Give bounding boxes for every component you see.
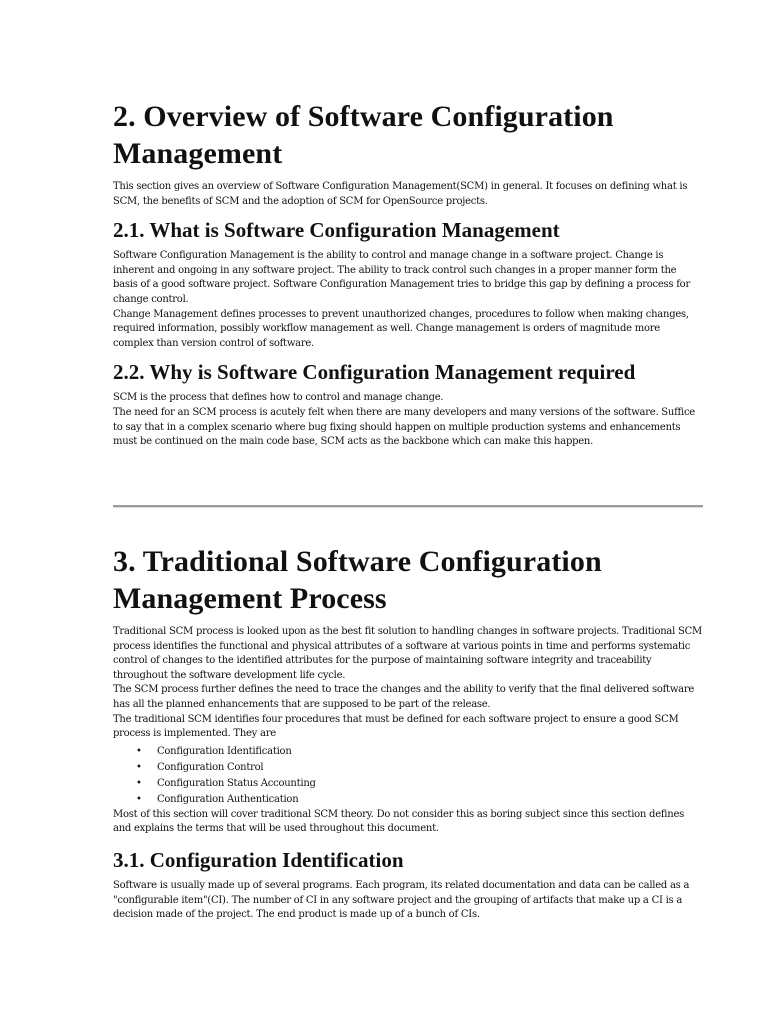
section-3-1-para-1: Software is usually made up of several programs. Each program, its related documentation and data can be called as a "configurable item"(CI). The number of CI in any software project and the grouping of artifacts that make up a CI is a decision made of the project. The end product is made up of a bunch of CIs. — [113, 879, 690, 921]
section-3-para-4: Most of this section will cover traditional SCM theory. Do not consider this as boring subject since this section defines and explains the terms that will be used throughout this document. — [113, 808, 684, 835]
section-3 — [113, 543, 703, 931]
section-2-1-para-1: Software Configuration Management is the ability to control and manage change in a software project. Change is inherent and ongoing in any software project. The ability to track control such changes in a proper manner form the basis of a good software project. Software Configuration Management tries to bridge this gap by defining a process for change control. — [113, 250, 690, 305]
list-item: • Configuration Identification — [113, 744, 703, 760]
section-2-1-title: 2.1. What is Software Configuration Management — [113, 218, 560, 243]
bullet-icon: • — [136, 793, 142, 805]
list-item: • Configuration Control — [113, 760, 703, 776]
section-3-1-title: 3.1. Configuration Identification — [113, 847, 404, 872]
section-2-2-title: 2.2. Why is Software Configuration Management required — [113, 360, 636, 385]
section-2-title: 2. Overview of Software Configuration Management — [113, 100, 614, 170]
bullet-icon: • — [136, 777, 142, 789]
section-2 — [113, 98, 703, 458]
section-3-title: 3. Traditional Software Configuration Management Process — [113, 545, 602, 615]
section-3-para-1: Traditional SCM process is looked upon as the best fit solution to handling changes in software projects. Traditional SCM process identifies the functional and physical attributes of a software at various points in time and performs systematic control of changes to the identified attributes for the purpose of maintaining software integrity and traceability throughout the software development life cycle. — [113, 626, 703, 681]
section-3-para-2: The SCM process further defines the need to trace the changes and the ability to verify that the final delivered software has all the planned enhancements that are supposed to be part of the release. — [113, 684, 695, 710]
section-2-1-para-2: Change Management defines processes to prevent unauthorized changes, procedures to follow when making changes, required information, possibly workflow management as well. Change management is orders of magnitude more complex than version control of software. — [113, 308, 689, 349]
section-2-2-para-2: The need for an SCM process is acutely felt when there are many developers and many versions of the software. Suffice to say that in a complex scenario where bug fixing should happen on multiple production systems and enhancements must be continued on the main code base, SCM acts as the backbone which can make this happen. — [113, 406, 695, 448]
list-item: • Configuration Authentication — [113, 792, 703, 808]
procedure-list — [113, 744, 703, 808]
section-3-para-3: The traditional SCM identifies four procedures that must be defined for each software project to ensure a good SCM process is implemented. They are — [113, 713, 679, 740]
section-divider — [113, 505, 703, 508]
section-2-intro: This section gives an overview of Software Configuration Management(SCM) in general. It focuses on defining what is SCM, the benefits of SCM and the adoption of SCM for OpenSource projects. — [113, 181, 688, 207]
bullet-icon: • — [136, 761, 142, 773]
section-2-2-para-1: SCM is the process that defines how to control and manage change. — [113, 392, 444, 404]
bullet-icon: • — [136, 745, 142, 757]
list-item: • Configuration Status Accounting — [113, 776, 703, 792]
